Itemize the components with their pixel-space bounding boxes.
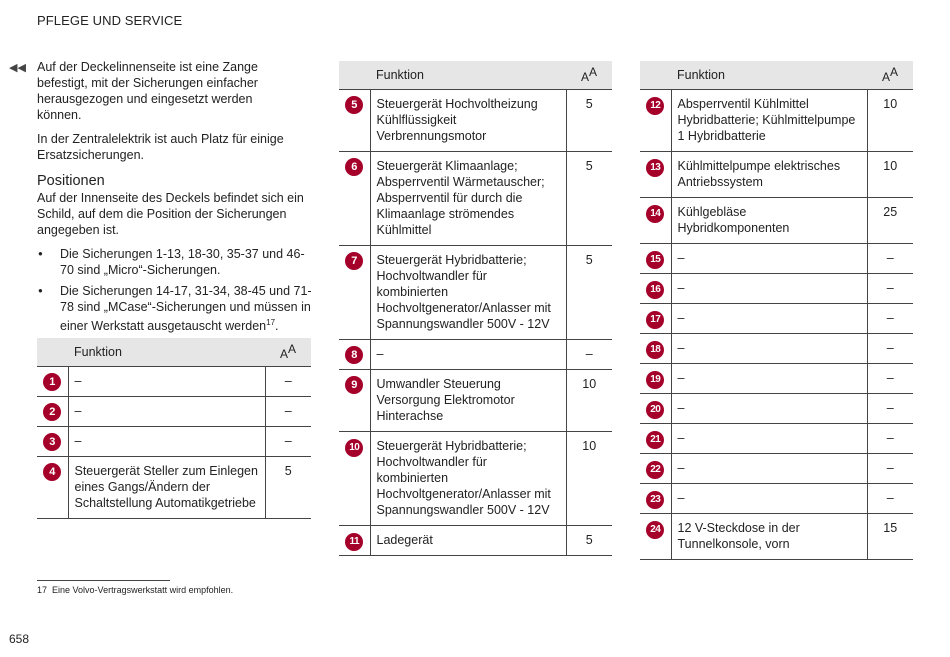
table-row [640,364,913,394]
fuse-amperage: 10 [566,432,612,526]
fuse-function: Steuergerät Hybridbatterie; Hochvoltwandler für kombinierten Hochvoltgenerator/Anlasser mit Spannungswandler 500V - 12V [370,432,566,526]
fuse-number-cell [640,514,671,560]
fuse-amperage: – [867,364,913,394]
fuse-amperage: – [867,394,913,424]
fuse-amperage: – [867,424,913,454]
header-num-cell [37,338,68,367]
fuse-number-badge: 13 [646,159,664,177]
fuse-number-badge: 4 [43,463,61,481]
table-header-row [640,61,913,90]
fuse-function: – [671,484,867,514]
fuse-function: – [671,304,867,334]
fuse-number-cell [640,244,671,274]
footnote-ref: 17 [266,318,276,327]
fuse-number-cell [640,394,671,424]
fuse-number-cell [339,526,370,556]
fuse-number-cell [339,246,370,340]
fuse-amperage: – [867,454,913,484]
table-row [339,152,612,246]
fuse-amperage: 5 [566,152,612,246]
fuse-type-list [37,246,312,334]
table-row [339,370,612,432]
fuse-amperage: – [867,334,913,364]
fuse-number-badge: 21 [646,431,664,449]
fuse-amperage: 5 [265,457,311,519]
fuse-amperage: – [867,304,913,334]
amperage-symbol: A [279,347,288,362]
fuse-amperage: 5 [566,526,612,556]
fuse-function: – [370,340,566,370]
fuse-number-cell [339,152,370,246]
amperage-symbol: A [580,70,589,85]
table-row [640,514,913,560]
fuse-number-cell [339,432,370,526]
fuse-number-badge: 1 [43,373,61,391]
fuse-number-cell [640,364,671,394]
table-row [640,394,913,424]
fuse-amperage: – [867,244,913,274]
fuse-function: Ladegerät [370,526,566,556]
amperage-symbol-superscript: A [589,65,598,80]
fuse-number-cell [37,427,68,457]
fuse-function: Absperrventil Kühlmittel Hybridbatterie; Kühlmittelpumpe 1 Hybridbatterie [671,90,867,152]
fuse-number-cell [37,457,68,519]
fuse-amperage: 10 [867,152,913,198]
fuse-number-badge: 2 [43,403,61,421]
table-row [640,424,913,454]
fuse-number-badge: 15 [646,251,664,269]
fuse-table-2 [339,61,612,556]
fuse-number-badge: 24 [646,521,664,539]
fuse-function: Steuergerät Hochvoltheizung Kühlflüssigkeit Verbrennungsmotor [370,90,566,152]
fuse-amperage: 10 [566,370,612,432]
table-row [640,274,913,304]
table-row [339,432,612,526]
fuse-function: – [671,394,867,424]
fuse-amperage: – [265,367,311,397]
fuse-table-3 [640,61,913,560]
fuse-number-cell [37,367,68,397]
fuse-amperage: 5 [566,246,612,340]
fuse-number-cell [339,340,370,370]
table-row [37,367,311,397]
fuse-function: Steuergerät Steller zum Einlegen eines Gangs/Ändern der Schaltstellung Automatikgetriebe [68,457,265,519]
fuse-number-cell [640,152,671,198]
fuse-number-cell [640,274,671,304]
fuse-number-badge: 5 [345,96,363,114]
fuse-amperage: – [867,484,913,514]
fuse-amperage: 25 [867,198,913,244]
table-row [339,246,612,340]
section-heading: Positionen [37,173,105,189]
table-row [640,304,913,334]
fuse-function: – [671,424,867,454]
intro-column [37,59,312,339]
fuse-function: Steuergerät Hybridbatterie; Hochvoltwandler für kombinierten Hochvoltgenerator/Anlasser mit Spannungswandler 500V - 12V [370,246,566,340]
fuse-number-cell [339,90,370,152]
fuse-function: – [68,427,265,457]
table-row [640,90,913,152]
fuse-number-badge: 18 [646,341,664,359]
fuse-function: – [671,244,867,274]
fuse-table-1 [37,338,311,519]
fuse-amperage: – [566,340,612,370]
fuse-amperage: – [867,274,913,304]
table-header-row [37,338,311,367]
continued-marker-icon: ◀◀ [9,62,26,74]
intro-paragraph-1: Auf der Deckelinnenseite ist eine Zange befestigt, mit der Sicherungen einfacher herausgezogen und eingesetzt werden können. [37,60,258,122]
fuse-number-badge: 7 [345,252,363,270]
table-row [37,427,311,457]
fuse-number-cell [640,334,671,364]
fuse-function: Kühlgebläse Hybridkomponenten [671,198,867,244]
fuse-number-badge: 3 [43,433,61,451]
fuse-function: – [671,334,867,364]
header-num-cell [339,61,370,90]
table-row [640,244,913,274]
table-header-row [339,61,612,90]
header-amperage [867,61,913,90]
amperage-symbol-superscript: A [288,342,297,357]
fuse-number-badge: 12 [646,97,664,115]
header-function: Funktion [68,338,265,367]
fuse-number-badge: 6 [345,158,363,176]
fuse-number-badge: 22 [646,461,664,479]
fuse-number-badge: 16 [646,281,664,299]
intro-paragraph-2: In der Zentralelektrik ist auch Platz für einige Ersatzsicherungen. [37,132,284,162]
fuse-number-cell [640,454,671,484]
header-function: Funktion [370,61,566,90]
fuse-number-cell [640,424,671,454]
fuse-amperage: 5 [566,90,612,152]
fuse-number-cell [37,397,68,427]
fuse-function: – [68,367,265,397]
fuse-number-badge: 14 [646,205,664,223]
table-row [37,457,311,519]
fuse-amperage: – [265,397,311,427]
fuse-number-badge: 11 [345,533,363,551]
table-row [640,484,913,514]
table-row [640,334,913,364]
fuse-number-cell [640,304,671,334]
table-row [339,90,612,152]
fuse-number-badge: 23 [646,491,664,509]
fuse-number-badge: 19 [646,371,664,389]
fuse-function: – [671,364,867,394]
table-row [640,454,913,484]
header-function: Funktion [671,61,867,90]
fuse-number-badge: 17 [646,311,664,329]
list-item: ● Die Sicherungen 1-13, 18-30, 35-37 und 46-70 sind „Micro“-Sicherungen. [37,246,312,278]
fuse-number-cell [640,484,671,514]
fuse-number-badge: 10 [345,439,363,457]
table-row [640,152,913,198]
fuse-function: 12 V-Steckdose in der Tunnelkonsole, vorn [671,514,867,560]
footnote: 17 Eine Volvo-Vertragswerkstatt wird empfohlen. [37,585,234,595]
page-number: 658 [9,632,30,646]
fuse-function: – [671,454,867,484]
fuse-function: – [68,397,265,427]
table-row [640,198,913,244]
page-header: PFLEGE UND SERVICE [37,13,183,28]
amperage-symbol: A [881,70,890,85]
amperage-symbol-superscript: A [890,65,899,80]
fuse-function: Umwandler Steuerung Versorgung Elektromotor Hinterachse [370,370,566,432]
fuse-function: Kühlmittelpumpe elektrisches Antriebssystem [671,152,867,198]
fuse-function: – [671,274,867,304]
fuse-amperage: – [265,427,311,457]
fuse-function: Steuergerät Klimaanlage; Absperrventil Wärmetauscher; Absperrventil für durch die Klimaanlage strömendes Kühlmittel [370,152,566,246]
table-row [37,397,311,427]
fuse-number-cell [640,198,671,244]
footnote-divider [37,580,170,581]
fuse-number-cell [640,90,671,152]
header-amperage [566,61,612,90]
intro-paragraph-3: Auf der Innenseite des Deckels befindet sich ein Schild, auf dem die Position der Sicherungen angegeben ist. [37,191,304,237]
fuse-amperage: 15 [867,514,913,560]
list-item: ● Die Sicherungen 14-17, 31-34, 38-45 und 71-78 sind „MCase“-Sicherungen und müssen in einer Werkstatt ausgetauscht werden$^{17}$. [37,283,312,334]
fuse-amperage: 10 [867,90,913,152]
header-num-cell [640,61,671,90]
header-amperage [265,338,311,367]
fuse-number-badge: 20 [646,401,664,419]
fuse-number-badge: 9 [345,376,363,394]
table-row [339,340,612,370]
table-row [339,526,612,556]
fuse-number-badge: 8 [345,346,363,364]
fuse-number-cell [339,370,370,432]
